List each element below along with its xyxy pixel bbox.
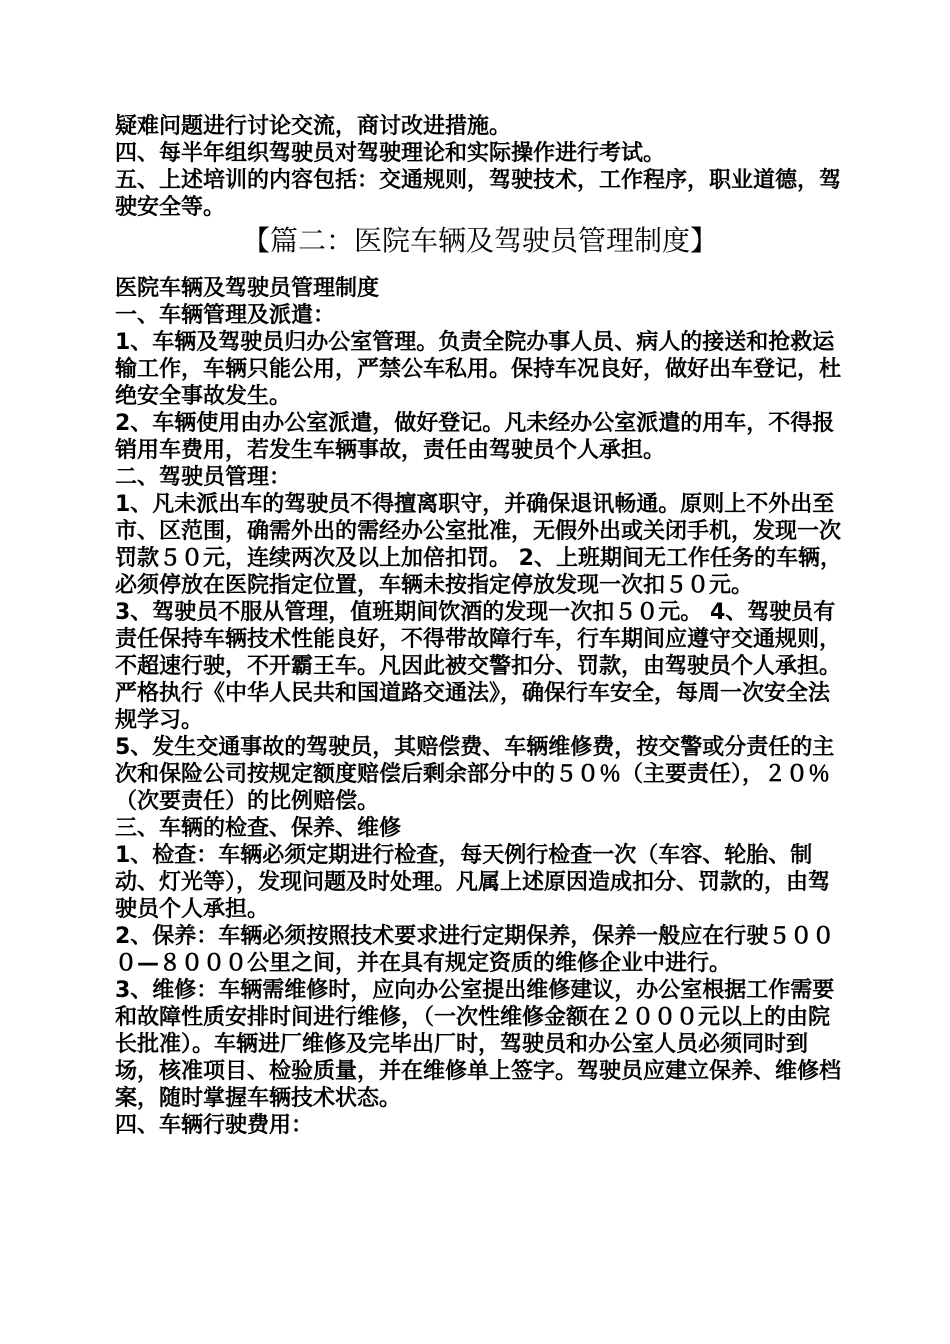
paragraph: 3、维修：车辆需维修时，应向办公室提出维修建议，办公室根据工作需要和故障性质安排时间进行维修，（一次性维修金额在２０００元以上的由院长批准）。车辆进厂维修及完毕出厂时，驾驶员和办公室人员必须同时到场，核准项目、检验质量，并在维修单上签字。驾驶员应建立保养、维修档案，随时掌握车辆技术状态。 [115,978,842,1111]
section-4-heading: 四、车辆行驶费用： [115,1113,314,1138]
section-heading: 【篇二：医院车辆及驾驶员管理制度】 [241,224,718,257]
paragraph: 1、凡未派出车的驾驶员不得擅离职守，并确保退讯畅通。原则上不外出至市、区范围，确需外出的需经办公室批准，无假外出或关闭手机，发现一次罚款５０元，连续两次及以上加倍扣罚。 2、上班期间无工作任务的车辆，必须停放在医院指定位置，车辆未按指定停放发现一次扣５０元。 [115,492,842,598]
paragraph-top-1: 疑难问题进行讨论交流，商讨改进措施。 [115,114,512,139]
document-title: 医院车辆及驾驶员管理制度 [115,276,380,301]
paragraph: 5、发生交通事故的驾驶员，其赔偿费、车辆维修费，按交警或分责任的主次和保险公司按规定额度赔偿后剩余部分中的５０％（主要责任），２０％（次要责任）的比例赔偿。 [115,735,835,814]
paragraph: 2、车辆使用由办公室派遣，做好登记。凡未经办公室派遣的用车，不得报销用车费用，若发生车辆事故，责任由驾驶员个人承担。 [115,411,835,463]
document-page [115,113,845,1139]
paragraph: 1、车辆及驾驶员归办公室管理。负责全院办事人员、病人的接送和抢救运输工作，车辆只能公用，严禁公车私用。保持车况良好，做好出车登记，杜绝安全事故发生。 [115,330,842,409]
paragraph-top-2: 四、每半年组织驾驶员对驾驶理论和实际操作进行考试。 [115,141,666,166]
paragraph: 1、检查：车辆必须定期进行检查，每天例行检查一次（车容、轮胎、制动、灯光等），发现问题及时处理。凡属上述原因造成扣分、罚款的，由驾驶员个人承担。 [115,843,831,922]
section-2-heading: 二、驾驶员管理： [115,465,292,490]
paragraph: 3、驾驶员不服从管理，值班期间饮酒的发现一次扣５０元。 4、驾驶员有责任保持车辆技术性能良好，不得带故障行车，行车期间应遵守交通规则，不超速行驶，不开霸王车。凡因此被交警扣分、罚款，由驾驶员个人承担。严格执行《中华人民共和国道路交通法》，确保行车安全，每周一次安全法规学习。 [115,600,842,733]
section-3-heading: 三、车辆的检查、保养、维修 [115,816,402,841]
paragraph: 2、保养：车辆必须按照技术要求进行定期保养，保养一般应在行驶５０００—８０００公里之间，并在具有规定资质的维修企业中进行。 [115,924,835,976]
paragraph-top-3: 五、上述培训的内容包括：交通规则，驾驶技术，工作程序，职业道德，驾驶安全等。 [115,168,842,220]
section-1-heading: 一、车辆管理及派遣： [115,303,336,328]
